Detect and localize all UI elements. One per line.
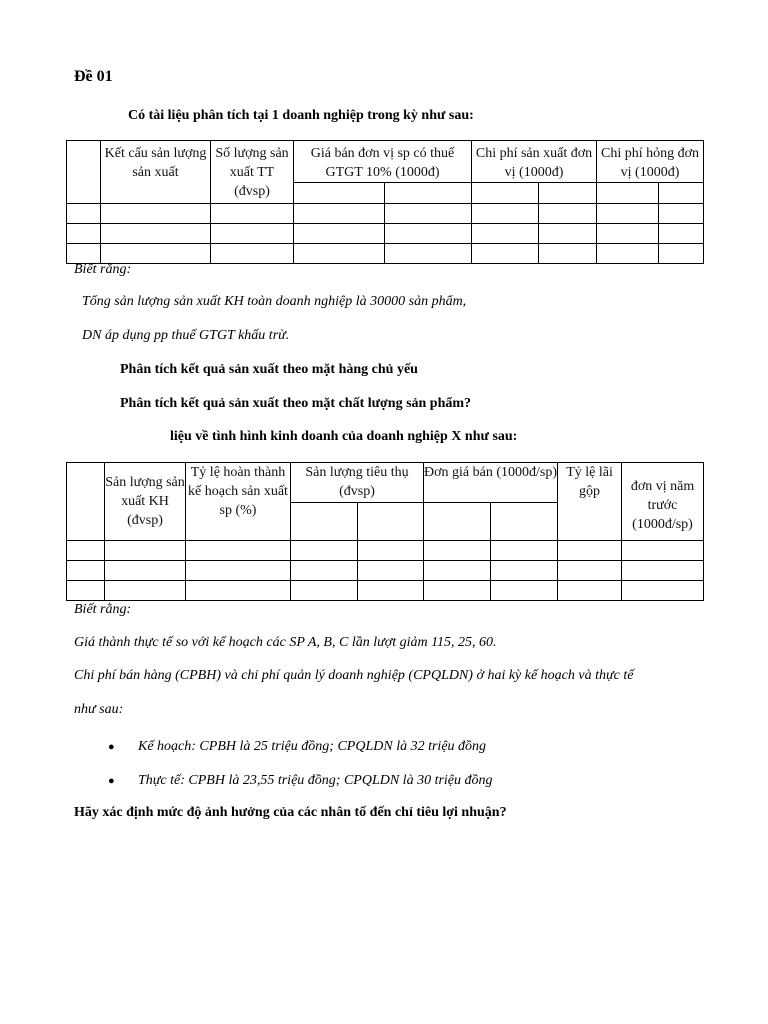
- question-text: Hãy xác định mức độ ảnh hưởng của các nhân tố đến chỉ tiêu lợi nhuận?: [74, 805, 507, 820]
- list-item: ● Kế hoạch: CPBH là 25 triệu đồng; CPQLDN là 32 triệu đồng: [108, 737, 493, 771]
- table-row: [67, 204, 704, 224]
- table-header-cell: Giá bán đơn vị sp có thuế GTGT 10% (1000đ): [294, 141, 472, 183]
- table-cell: [597, 183, 659, 204]
- note-label-2: Biết rằng:: [74, 602, 132, 617]
- table-header-cell: đơn vị năm trước (1000đ/sp): [622, 463, 704, 541]
- note-line: như sau:: [74, 702, 124, 717]
- table-cell: [358, 503, 424, 541]
- table-header-cell: Tỷ lệ lãi gộp: [558, 463, 622, 541]
- table-row: [67, 581, 704, 601]
- table-row: [67, 224, 704, 244]
- cost-bullet-list: [108, 737, 493, 805]
- table-row: [67, 541, 704, 561]
- table-header-cell: Sản lượng sản xuất KH (đvsp): [105, 463, 186, 541]
- table-header-cell: Kết cấu sản lượng sản xuất: [101, 141, 211, 204]
- table-header-cell: Tỷ lệ hoàn thành kế hoạch sản xuất sp (%): [186, 463, 291, 541]
- table-cell: [385, 183, 472, 204]
- table-row: [67, 244, 704, 264]
- note-line: DN áp dụng pp thuế GTGT khấu trừ.: [82, 328, 290, 343]
- table-header-cell: Sản lượng tiêu thụ (đvsp): [291, 463, 424, 503]
- task-item: Phân tích kết quả sản xuất theo mặt hàng chủ yếu: [120, 362, 418, 377]
- table-cell: [472, 183, 539, 204]
- intro-paragraph-2: liệu về tình hình kinh doanh của doanh nghiệp X như sau:: [170, 429, 518, 444]
- table-row: [67, 561, 704, 581]
- note-line: Chi phí bán hàng (CPBH) và chi phí quản lý doanh nghiệp (CPQLDN) ở hai kỳ kế hoạch và thực tế: [74, 668, 634, 683]
- table-header-cell: Số lượng sản xuất TT (đvsp): [211, 141, 294, 204]
- table-header-cell: Đơn giá bán (1000đ/sp): [424, 463, 558, 503]
- table-header-cell: Chi phí sản xuất đơn vị (1000đ): [472, 141, 597, 183]
- production-table: [66, 140, 704, 264]
- table-cell: [294, 183, 385, 204]
- table-cell: [491, 503, 558, 541]
- note-line: Giá thành thực tế so với kế hoạch các SP A, B, C lần lượt giảm 115, 25, 60.: [74, 635, 497, 650]
- table-cell: [424, 503, 491, 541]
- business-table: [66, 462, 704, 601]
- task-item: Phân tích kết quả sản xuất theo mặt chất lượng sản phẩm?: [120, 396, 472, 411]
- list-item: ● Thực tế: CPBH là 23,55 triệu đồng; CPQLDN là 30 triệu đồng: [108, 771, 493, 805]
- document-heading: Đề 01: [74, 68, 113, 85]
- note-label-1: Biết rằng:: [74, 262, 132, 277]
- table-cell: [659, 183, 704, 204]
- table-cell: [67, 463, 105, 541]
- table-header-cell: Chi phí hỏng đơn vị (1000đ): [597, 141, 704, 183]
- table-cell: [67, 141, 101, 204]
- note-line: Tổng sản lượng sản xuất KH toàn doanh nghiệp là 30000 sản phẩm,: [82, 294, 467, 309]
- table-cell: [291, 503, 358, 541]
- intro-paragraph-1: Có tài liệu phân tích tại 1 doanh nghiệp trong kỳ như sau:: [128, 108, 474, 123]
- table-cell: [539, 183, 597, 204]
